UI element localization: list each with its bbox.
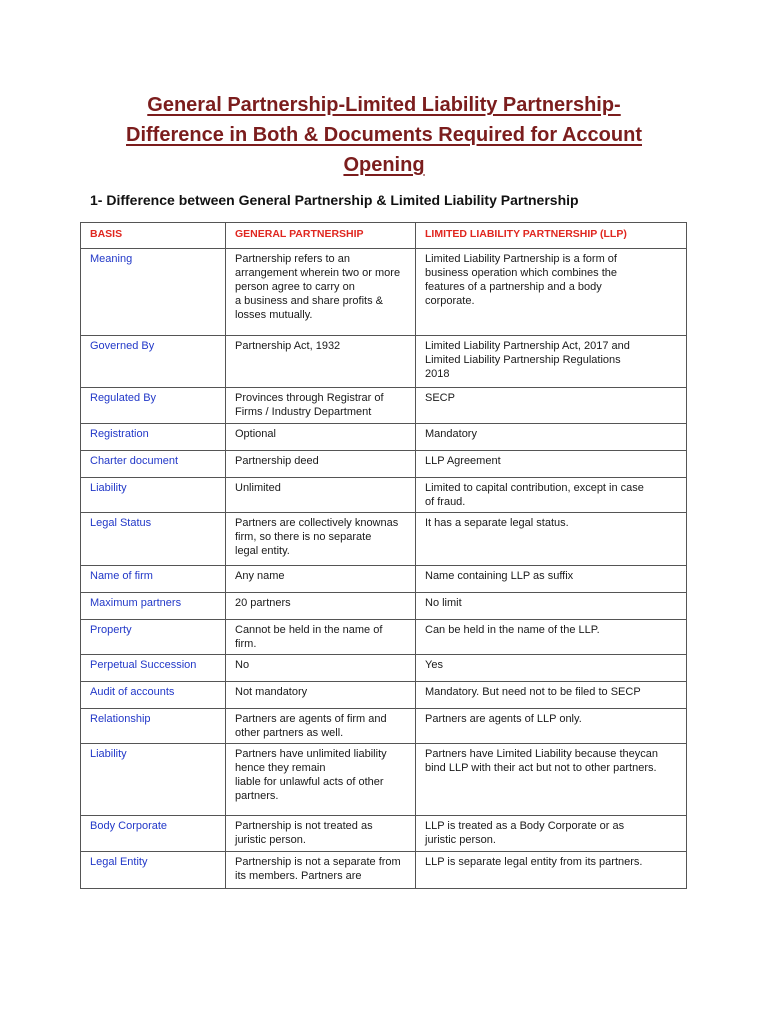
llp-cell (416, 593, 687, 620)
general-partnership-cell (226, 478, 416, 513)
cell-text-line: juristic person. (235, 834, 306, 846)
table-body (81, 249, 687, 889)
cell-text-line: LLP Agreement (425, 455, 501, 467)
cell-text-line: firm, so there is no separate (235, 531, 372, 543)
llp-cell (416, 682, 687, 709)
general-partnership-cell (226, 709, 416, 744)
basis-cell: Legal Entity (81, 852, 226, 889)
llp-cell (416, 852, 687, 889)
general-partnership-cell (226, 852, 416, 889)
llp-cell (416, 451, 687, 478)
cell-text-line: Partners have unlimited liability (235, 748, 387, 760)
cell-text-line: Optional (235, 428, 276, 440)
table-row (81, 451, 687, 478)
cell-text-line: Limited Liability Partnership Act, 2017 and (425, 340, 630, 352)
llp-cell (416, 424, 687, 451)
cell-text-line: Cannot be held in the name of (235, 624, 383, 636)
cell-text-line: Partnership deed (235, 455, 319, 467)
basis-cell: Legal Status (81, 513, 226, 566)
header-general-partnership: GENERAL PARTNERSHIP (226, 223, 416, 249)
llp-cell (416, 620, 687, 655)
table-row (81, 682, 687, 709)
llp-cell (416, 388, 687, 424)
header-basis: BASIS (81, 223, 226, 249)
basis-cell: Property (81, 620, 226, 655)
table-row (81, 478, 687, 513)
basis-cell: Audit of accounts (81, 682, 226, 709)
table-row (81, 388, 687, 424)
llp-cell (416, 478, 687, 513)
cell-text-line: other partners as well. (235, 727, 344, 739)
cell-text-line: No (235, 659, 250, 671)
cell-text-line: Unlimited (235, 482, 281, 494)
cell-text-line: partners. (235, 790, 279, 802)
cell-text-line: juristic person. (425, 834, 496, 846)
cell-text-line: Limited Liability Partnership Regulations (425, 354, 621, 366)
llp-cell (416, 336, 687, 388)
cell-text-line: Limited to capital contribution, except in case (425, 482, 644, 494)
section-heading: 1- Difference between General Partnership & Limited Liability Partnership (90, 192, 579, 208)
cell-text-line: Partnership Act, 1932 (235, 340, 341, 352)
basis-cell: Registration (81, 424, 226, 451)
cell-text-line: Not mandatory (235, 686, 308, 698)
general-partnership-cell (226, 620, 416, 655)
table-row (81, 620, 687, 655)
cell-text-line: legal entity. (235, 545, 290, 557)
cell-text-line: LLP is treated as a Body Corporate or as (425, 820, 625, 832)
basis-cell: Perpetual Succession (81, 655, 226, 682)
general-partnership-cell (226, 513, 416, 566)
table-row (81, 593, 687, 620)
llp-cell (416, 566, 687, 593)
cell-text-line: hence they remain (235, 762, 326, 774)
cell-text-line: SECP (425, 392, 455, 404)
general-partnership-cell (226, 593, 416, 620)
llp-cell (416, 816, 687, 852)
general-partnership-cell (226, 249, 416, 336)
basis-cell: Regulated By (81, 388, 226, 424)
cell-text-line: Partners have Limited Liability because theycan (425, 748, 658, 760)
llp-cell (416, 655, 687, 682)
cell-text-line: business operation which combines the (425, 267, 618, 279)
llp-cell (416, 709, 687, 744)
table-row (81, 744, 687, 816)
cell-text-line: Limited Liability Partnership is a form of (425, 253, 617, 265)
cell-text-line: its members. Partners are (235, 870, 362, 882)
cell-text-line: It has a separate legal status. (425, 517, 569, 529)
table-header-row (81, 223, 687, 249)
general-partnership-cell (226, 336, 416, 388)
cell-text-line: Partners are collectively knownas (235, 517, 399, 529)
cell-text-line: Mandatory. But need not to be filed to SECP (425, 686, 641, 698)
cell-text-line: bind LLP with their act but not to other partners. (425, 762, 657, 774)
comparison-table (80, 222, 687, 889)
cell-text-line: corporate. (425, 295, 475, 307)
table-row (81, 566, 687, 593)
title-line-1: General Partnership-Limited Liability Partnership- (147, 94, 621, 116)
table-row (81, 424, 687, 451)
cell-text-line: a business and share profits & (235, 295, 383, 307)
cell-text-line: Provinces through Registrar of (235, 392, 384, 404)
general-partnership-cell (226, 744, 416, 816)
llp-cell (416, 513, 687, 566)
table-row (81, 816, 687, 852)
cell-text-line: Mandatory (425, 428, 477, 440)
basis-cell: Maximum partners (81, 593, 226, 620)
basis-cell: Liability (81, 744, 226, 816)
cell-text-line: Name containing LLP as suffix (425, 570, 574, 582)
table-row (81, 709, 687, 744)
table-row (81, 513, 687, 566)
cell-text-line: Firms / Industry Department (235, 406, 372, 418)
table-row (81, 249, 687, 336)
basis-cell: Meaning (81, 249, 226, 336)
cell-text-line: Any name (235, 570, 285, 582)
general-partnership-cell (226, 388, 416, 424)
title-line-2: Difference in Both & Documents Required for Account (126, 124, 642, 146)
cell-text-line: Partnership is not a separate from (235, 856, 401, 868)
cell-text-line: arrangement wherein two or more (235, 267, 401, 279)
cell-text-line: Yes (425, 659, 443, 671)
cell-text-line: Partnership is not treated as (235, 820, 373, 832)
header-llp: LIMITED LIABILITY PARTNERSHIP (LLP) (416, 223, 687, 249)
general-partnership-cell (226, 451, 416, 478)
cell-text-line: of fraud. (425, 496, 466, 508)
cell-text-line: 2018 (425, 368, 450, 380)
cell-text-line: liable for unlawful acts of other (235, 776, 384, 788)
basis-cell: Relationship (81, 709, 226, 744)
basis-cell: Charter document (81, 451, 226, 478)
llp-cell (416, 744, 687, 816)
basis-cell: Governed By (81, 336, 226, 388)
cell-text-line: Partners are agents of firm and (235, 713, 387, 725)
basis-cell: Name of firm (81, 566, 226, 593)
general-partnership-cell (226, 655, 416, 682)
cell-text-line: 20 partners (235, 597, 291, 609)
cell-text-line: Can be held in the name of the LLP. (425, 624, 600, 636)
cell-text-line: losses mutually. (235, 309, 313, 321)
general-partnership-cell (226, 816, 416, 852)
table-row (81, 852, 687, 889)
cell-text-line: firm. (235, 638, 257, 650)
general-partnership-cell (226, 566, 416, 593)
table-row (81, 655, 687, 682)
basis-cell: Body Corporate (81, 816, 226, 852)
general-partnership-cell (226, 682, 416, 709)
basis-cell: Liability (81, 478, 226, 513)
cell-text-line: Partners are agents of LLP only. (425, 713, 582, 725)
general-partnership-cell (226, 424, 416, 451)
cell-text-line: No limit (425, 597, 462, 609)
cell-text-line: LLP is separate legal entity from its partners. (425, 856, 643, 868)
cell-text-line: Partnership refers to an (235, 253, 350, 265)
title-line-3: Opening (343, 154, 425, 176)
table-row (81, 336, 687, 388)
cell-text-line: features of a partnership and a body (425, 281, 602, 293)
llp-cell (416, 249, 687, 336)
cell-text-line: person agree to carry on (235, 281, 355, 293)
document-title (90, 90, 678, 180)
